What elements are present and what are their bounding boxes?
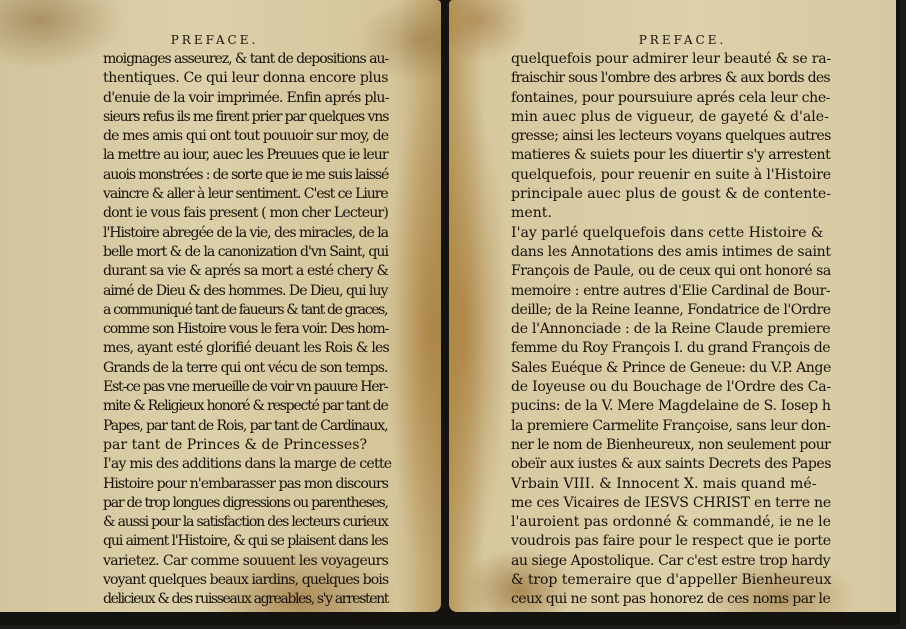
right-running-header: PREFACE.	[638, 33, 727, 47]
text-line: vaincre & aller à leur sentiment. C'est ce Liure	[103, 186, 388, 203]
text-line: par tant de Princes & de Princesses?	[103, 436, 368, 453]
text-line: Vrbain VIII. & Innocent X. mais quand mé-	[511, 475, 817, 492]
text-line: gresse; ainsi les lecteurs voyans quelques autres	[511, 128, 831, 145]
text-line: Papes, par tant de Rois, par tant de Cardinaux,	[103, 417, 388, 434]
text-line: comme son Histoire vous le fera voir. Des hom-	[103, 321, 389, 338]
left-lines	[103, 50, 392, 610]
text-line: matieres & suiets pour les diuertir s'y arrestent	[511, 147, 831, 164]
text-line: l'Histoire abregée de la vie, des miracles, de la	[103, 224, 389, 241]
text-line: Est-ce pas vne merueille de voir vn pauure Her-	[103, 379, 388, 396]
right-lines	[511, 50, 831, 610]
text-line: moignages asseurez, & tant de depositions au-	[103, 51, 389, 67]
text-line: ner le nom de Bienheureux, non seulement pour	[511, 436, 831, 453]
text-line: durant sa vie & aprés sa mort a esté chery &	[103, 263, 389, 280]
text-line: ceux qui ne sont pas honorez de ces noms par le	[511, 591, 831, 608]
text-line: quelquefois, pour reuenir en suite à l'Histoire	[511, 166, 831, 183]
text-line: de Ioyeuse ou du Bouchage de l'Ordre des Ca-	[511, 379, 831, 396]
text-line: fontaines, pour poursuiure aprés cela leur che-	[511, 89, 831, 106]
text-line: de l'Annonciade : de la Reine Claude premiere	[511, 321, 831, 338]
right-page-text	[511, 50, 847, 629]
text-line: François de Paule, ou de ceux qui ont honoré sa	[511, 263, 831, 280]
text-line: aimé de Dieu & des hommes. De Dieu, qui luy	[103, 282, 388, 299]
text-line: obeïr aux iustes & aux saints Decrets des Papes	[511, 456, 831, 473]
left-catchword: quel-	[353, 610, 389, 627]
left-running-header: PREFACE.	[170, 33, 259, 47]
text-line: Histoire pour n'embarasser pas mon discours	[103, 475, 389, 492]
text-line: de mes amis qui ont tout pouuoir sur moy, de	[103, 128, 389, 145]
text-line: la mettre au iour, auec les Preuues que ie leur	[103, 147, 388, 164]
right-page	[449, 0, 896, 627]
text-line: voyant quelques beaux iardins, quelques bois	[103, 572, 389, 589]
text-line: & trop temeraire que d'appeller Bienheureux	[511, 572, 832, 589]
text-line: femme du Roy François I. du grand François de	[511, 340, 831, 357]
text-line: a communiqué tant de faueurs & tant de graces,	[103, 301, 388, 318]
text-line: l'auroient pas ordonné & commandé, ie ne le	[511, 514, 831, 531]
text-line: min auec plus de vigueur, de gayeté & d'ale-	[511, 108, 829, 125]
text-line: principale auec plus de goust & de contente-	[511, 186, 831, 203]
text-line: Grands de la terre qui ont vécu de son temps.	[103, 359, 388, 376]
text-line: pucins: de la V. Mere Magdelaine de S. Iosep h	[511, 398, 831, 415]
text-line: par de trop longues digressions ou parentheses,	[103, 494, 388, 511]
text-line: deille; de la Reine Ieanne, Fondatrice de l'Ordre	[511, 301, 831, 318]
text-line: ment.	[511, 205, 552, 222]
text-line: me ces Vicaires de IESVS CHRIST en terre ne	[511, 494, 831, 511]
text-line: au siege Apostolique. Car c'est estre trop hardy	[511, 552, 831, 569]
text-line: delicieux & des ruisseaux agreables, s'y arrestent	[103, 591, 389, 608]
text-line: sieurs refus ils me firent prier par quelques vns	[103, 108, 389, 125]
left-page	[0, 0, 441, 627]
text-line: varietez. Car comme souuent les voyageurs	[103, 552, 389, 569]
text-line: I'ay mis des additions dans la marge de cette	[103, 456, 392, 473]
text-line: quelquefois pour admirer leur beauté & se ra-	[511, 51, 831, 67]
left-page-text	[103, 50, 392, 629]
text-line: dans les Annotations des amis intimes de saint	[511, 243, 831, 260]
text-line: I'ay parlé quelquefois dans cette Histoire &	[511, 224, 824, 241]
text-line: d'enuie de la voir imprimée. Enfin aprés plu-	[103, 89, 389, 106]
right-catchword: ẽ	[838, 610, 847, 627]
text-line: auois monstrées : de sorte que ie me suis laissé	[103, 166, 389, 183]
text-line: dont ie vous fais present ( mon cher Lecteur)	[103, 205, 389, 222]
text-line: la premiere Carmelite Françoise, sans leur don-	[511, 417, 831, 434]
text-line: Sales Euéque & Prince de Geneue: du V.P. Ange	[511, 359, 831, 376]
text-line: thentiques. Ce qui leur donna encore plus	[103, 70, 389, 87]
text-line: mite & Religieux honoré & respecté par tant de	[103, 398, 388, 415]
text-line: belle mort & de la canonization d'vn Saint, qui	[103, 243, 388, 260]
text-line: & aussi pour la satisfaction des lecteurs curieux	[103, 514, 388, 531]
text-line: memoire : entre autres d'Elie Cardinal de Bour-	[511, 282, 831, 299]
text-line: mes, ayant esté glorifié deuant les Rois & les	[103, 340, 389, 357]
text-line: fraischir sous l'ombre des arbres & aux bords des	[511, 70, 830, 87]
text-line: qui aiment l'Histoire, & qui se plaisent dans les	[103, 533, 388, 550]
text-line: voudrois pas faire pour le respect que ie porte	[511, 533, 831, 550]
